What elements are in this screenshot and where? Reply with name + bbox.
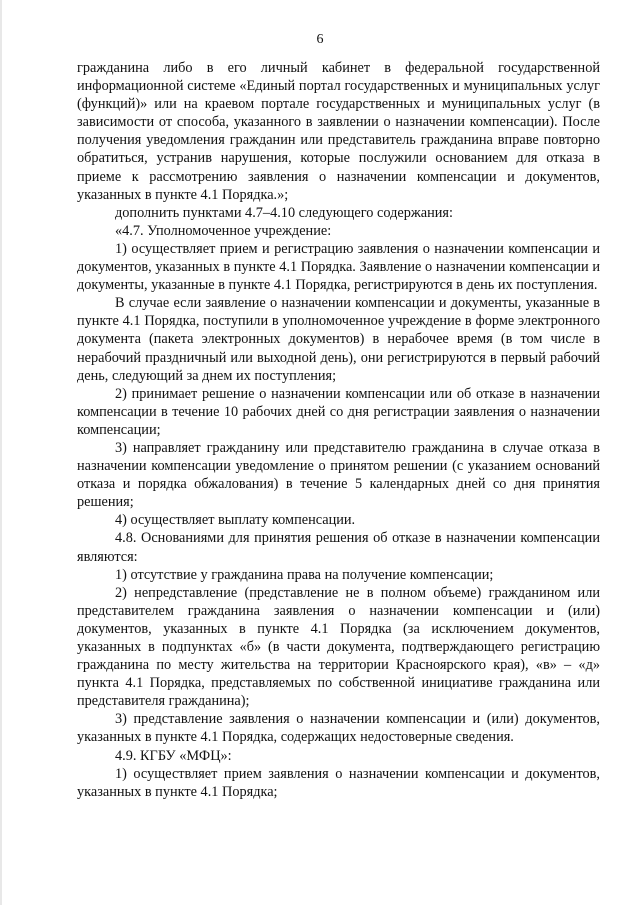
paragraph-4-7-heading: «4.7. Уполномоченное учреждение: <box>115 222 332 239</box>
paragraph-4-9-item-1: 1) осуществляет прием заявления о назначении компенсации и документов, указанных в пункте 4.1 Порядка; <box>77 765 600 800</box>
paragraph-4-7-item-3: 3) направляет гражданину или представителю гражданина в случае отказа в назначении компенсации уведомление о принятом решении (с указанием оснований отказа и порядка обжалования) в течение 5 календарных дней со дня принятия решения; <box>77 439 600 511</box>
paragraph-4-7-item-4: 4) осуществляет выплату компенсации. <box>115 512 356 529</box>
paragraph-4-7-item-2: 2) принимает решение о назначении компенсации или об отказе в назначении компенсации в течение 10 рабочих дней со дня регистрации заявления о назначении компенсации; <box>77 385 600 438</box>
paragraph-4-8-item-1: 1) отсутствие у гражданина права на получение компенсации; <box>115 566 494 583</box>
paragraph-amendment-intro: дополнить пунктами 4.7–4.10 следующего содержания: <box>115 204 453 221</box>
paragraph-4-8-heading: 4.8. Основаниями для принятия решения об отказе в назначении компенсации являются: <box>77 530 600 565</box>
scan-edge <box>0 0 2 905</box>
paragraph-continuation: гражданина либо в его личный кабинет в федеральной государственной информационной системе «Единый портал государственных и муниципальных услуг (функций)» или на краевом портале государственных и муниципальных услуг (в зависимости от способа, указанного в заявлении о назначении компенсации). После получения уведомления гражданин или представитель гражданина вправе повторно обратиться, устранив нарушения, которые послужили основанием для отказа в приеме к рассмотрению заявления о назначении компенсации и документов, указанных в пункте 4.1 Порядка.»; <box>77 60 600 203</box>
page-number: 6 <box>316 32 324 47</box>
paragraph-4-7-electronic: В случае если заявление о назначении компенсации и документы, указанные в пункте 4.1 Порядка, поступили в уполномоченное учреждение в форме электронного документа (пакета электронных документов) в нерабочее время (в том числе в нерабочий праздничный или выходной день), они регистрируются в первый рабочий день, следующий за днем их поступления; <box>77 295 600 384</box>
paragraph-4-8-item-2: 2) непредставление (представление не в полном объеме) гражданином или представителем гражданина заявления о назначении компенсации и (или) документов, указанных в пункте 4.1 Порядка (за исключением документов, указанных в подпунктах «б» (в части документа, подтверждающего регистрацию гражданина по месту жительства на территории Красноярского края), «в» – «д» пункта 4.1 Порядка, представляемых по собственной инициативе гражданина или представителя гражданина); <box>77 584 600 710</box>
paragraph-4-8-item-3: 3) представление заявления о назначении компенсации и (или) документов, указанных в пункте 4.1 Порядка, содержащих недостоверные сведения. <box>77 711 600 746</box>
paragraph-4-7-item-1: 1) осуществляет прием и регистрацию заявления о назначении компенсации и документов, указанных в пункте 4.1 Порядка. Заявление о назначении компенсации и документы, указанные в пункте 4.1 Порядка, регистрируются в день их поступления. <box>77 240 600 294</box>
paragraph-4-9-heading: 4.9. КГБУ «МФЦ»: <box>115 747 232 764</box>
document-body <box>77 59 600 801</box>
